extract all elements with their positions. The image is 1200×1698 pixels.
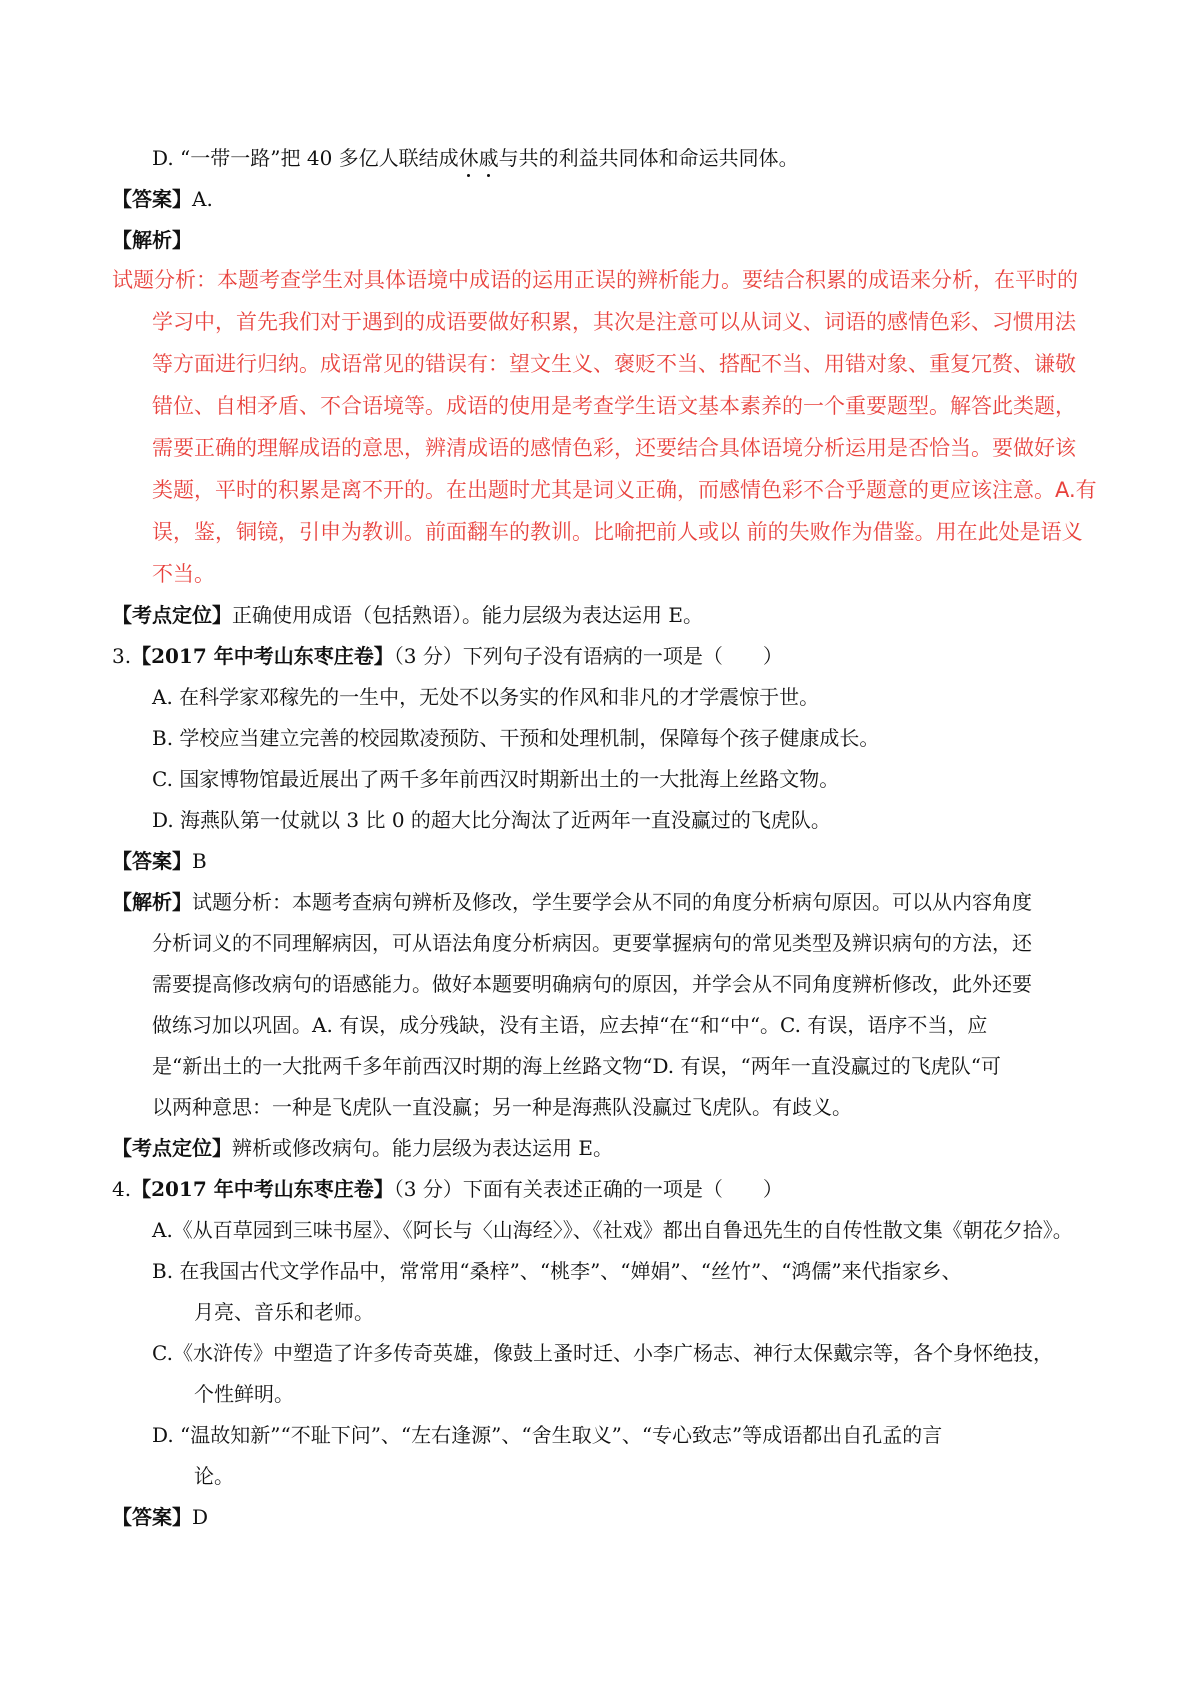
- q3-option-a: A. 在科学家邓稼先的一生中，无处不以务实的作风和非凡的才学震惊于世。: [152, 685, 820, 709]
- answer-value: D: [192, 1505, 209, 1529]
- answer-value: B: [192, 849, 207, 873]
- answer-label: 【答案】: [112, 1505, 192, 1529]
- question-source: 【2017 年中考山东枣庄卷】: [131, 644, 394, 668]
- q3-question: [112, 644, 783, 668]
- q4-option-d: D. “温故知新”“不耻下问”、“左右逢源”、“舍生取义”、“专心致志”等成语都出自孔孟的言: [152, 1423, 943, 1447]
- answer-value: A.: [192, 187, 213, 211]
- answer-label: 【答案】: [112, 849, 192, 873]
- q3-analysis-first: 【解析】试题分析：本题考查病句辨析及修改，学生要学会从不同的角度分析病句原因。可以从内容角度: [112, 890, 1032, 914]
- q2-option-d: D. “一带一路”把 40 多亿人联结成休戚与共的利益共同体和命运共同体。: [152, 146, 799, 170]
- q3-analysis-line: 是“新出土的一大批两千多年前西汉时期的海上丝路文物“D. 有误，“两年一直没赢过的飞虎队“可: [152, 1054, 1001, 1078]
- question-number: 4.: [112, 1177, 132, 1201]
- q2-analysis-line: 需要正确的理解成语的意思，辨清成语的感情色彩，还要结合具体语境分析运用是否恰当。要做好该: [152, 436, 1076, 460]
- q2-analysis-line: 等方面进行归纳。成语常见的错误有：望文生义、褒贬不当、搭配不当、用错对象、重复冗赘、谦敬: [152, 352, 1076, 376]
- q4-option-c: C.《水浒传》中塑造了许多传奇英雄，像鼓上蚤时迁、小李广杨志、神行太保戴宗等，各个身怀绝技，: [152, 1341, 1053, 1365]
- analysis-label: 【解析】: [112, 890, 192, 914]
- q4-option-d-cont: 论。: [194, 1464, 234, 1488]
- q2-analysis-line: 错位、自相矛盾、不合语境等。成语的使用是考查学生语文基本素养的一个重要题型。解答此类题，: [152, 394, 1076, 418]
- q3-exam-point: 【考点定位】辨析或修改病句。能力层级为表达运用 E。: [112, 1136, 613, 1160]
- q2-analysis-line: 误，鉴，铜镜，引申为教训。前面翻车的教训。比喻把前人或以 前的失败作为借鉴。用在此处是语义: [152, 520, 1083, 544]
- q2-analysis-line: 不当。: [152, 562, 215, 586]
- q2-analysis-line: 类题，平时的积累是离不开的。在出题时尤其是词义正确，而感情色彩不合乎题意的更应该注意。A.有: [152, 478, 1097, 502]
- question-stem: （3 分）下面有关表述正确的一项是（ ）: [393, 1177, 783, 1201]
- q3-analysis-line: 以两种意思：一种是飞虎队一直没赢；另一种是海燕队没赢过飞虎队。有歧义。: [152, 1095, 852, 1119]
- emphasis-char: 戚: [478, 146, 499, 170]
- q2-answer: [112, 187, 213, 211]
- q3-option-d: D. 海燕队第一仗就以 3 比 0 的超大比分淘汰了近两年一直没赢过的飞虎队。: [152, 808, 831, 832]
- emphasis-char: 休: [458, 146, 479, 170]
- exam-point-label: 【考点定位】: [112, 603, 232, 627]
- q4-option-a: A.《从百草园到三味书屋》、《阿长与〈山海经〉》、《社戏》都出自鲁迅先生的自传性散文集《朝花夕拾》。: [152, 1218, 1073, 1242]
- q3-analysis-line: 需要提高修改病句的语感能力。做好本题要明确病句的原因，并学会从不同角度辨析修改，此外还要: [152, 972, 1032, 996]
- q3-option-c: C. 国家博物馆最近展出了两千多年前西汉时期新出土的一大批海上丝路文物。: [152, 767, 840, 791]
- answer-label: 【答案】: [112, 187, 192, 211]
- q3-option-b: B. 学校应当建立完善的校园欺凌预防、干预和处理机制，保障每个孩子健康成长。: [152, 726, 880, 750]
- q3-analysis-line: 分析词义的不同理解病因，可从语法角度分析病因。更要掌握病句的常见类型及辨识病句的方法，还: [152, 931, 1032, 955]
- question-stem: （3 分）下列句子没有语病的一项是（ ）: [393, 644, 783, 668]
- q2-analysis-line: 试题分析：本题考查学生对具体语境中成语的运用正误的辨析能力。要结合积累的成语来分析，在平时的: [112, 268, 1078, 292]
- q2-analysis-line: 学习中，首先我们对于遇到的成语要做好积累，其次是注意可以从词义、词语的感情色彩、习惯用法: [152, 310, 1076, 334]
- exam-point-label: 【考点定位】: [112, 1136, 232, 1160]
- q2-analysis-label: 【解析】: [112, 228, 192, 252]
- q4-question: [112, 1177, 783, 1201]
- q2-exam-point: 【考点定位】正确使用成语（包括熟语）。能力层级为表达运用 E。: [112, 603, 703, 627]
- q4-option-c-cont: 个性鲜明。: [194, 1382, 294, 1406]
- q3-answer: [112, 849, 207, 873]
- q4-option-b: B. 在我国古代文学作品中，常常用“桑梓”、“桃李”、“婵娟”、“丝竹”、“鸿儒”来代指家乡、: [152, 1259, 962, 1283]
- question-number: 3.: [112, 644, 132, 668]
- q4-answer: [112, 1505, 208, 1529]
- question-source: 【2017 年中考山东枣庄卷】: [131, 1177, 394, 1201]
- q4-option-b-cont: 月亮、音乐和老师。: [194, 1300, 374, 1324]
- q3-analysis-line: 做练习加以巩固。A. 有误，成分残缺，没有主语，应去掉“在“和“中“。C. 有误，语序不当，应: [152, 1013, 988, 1037]
